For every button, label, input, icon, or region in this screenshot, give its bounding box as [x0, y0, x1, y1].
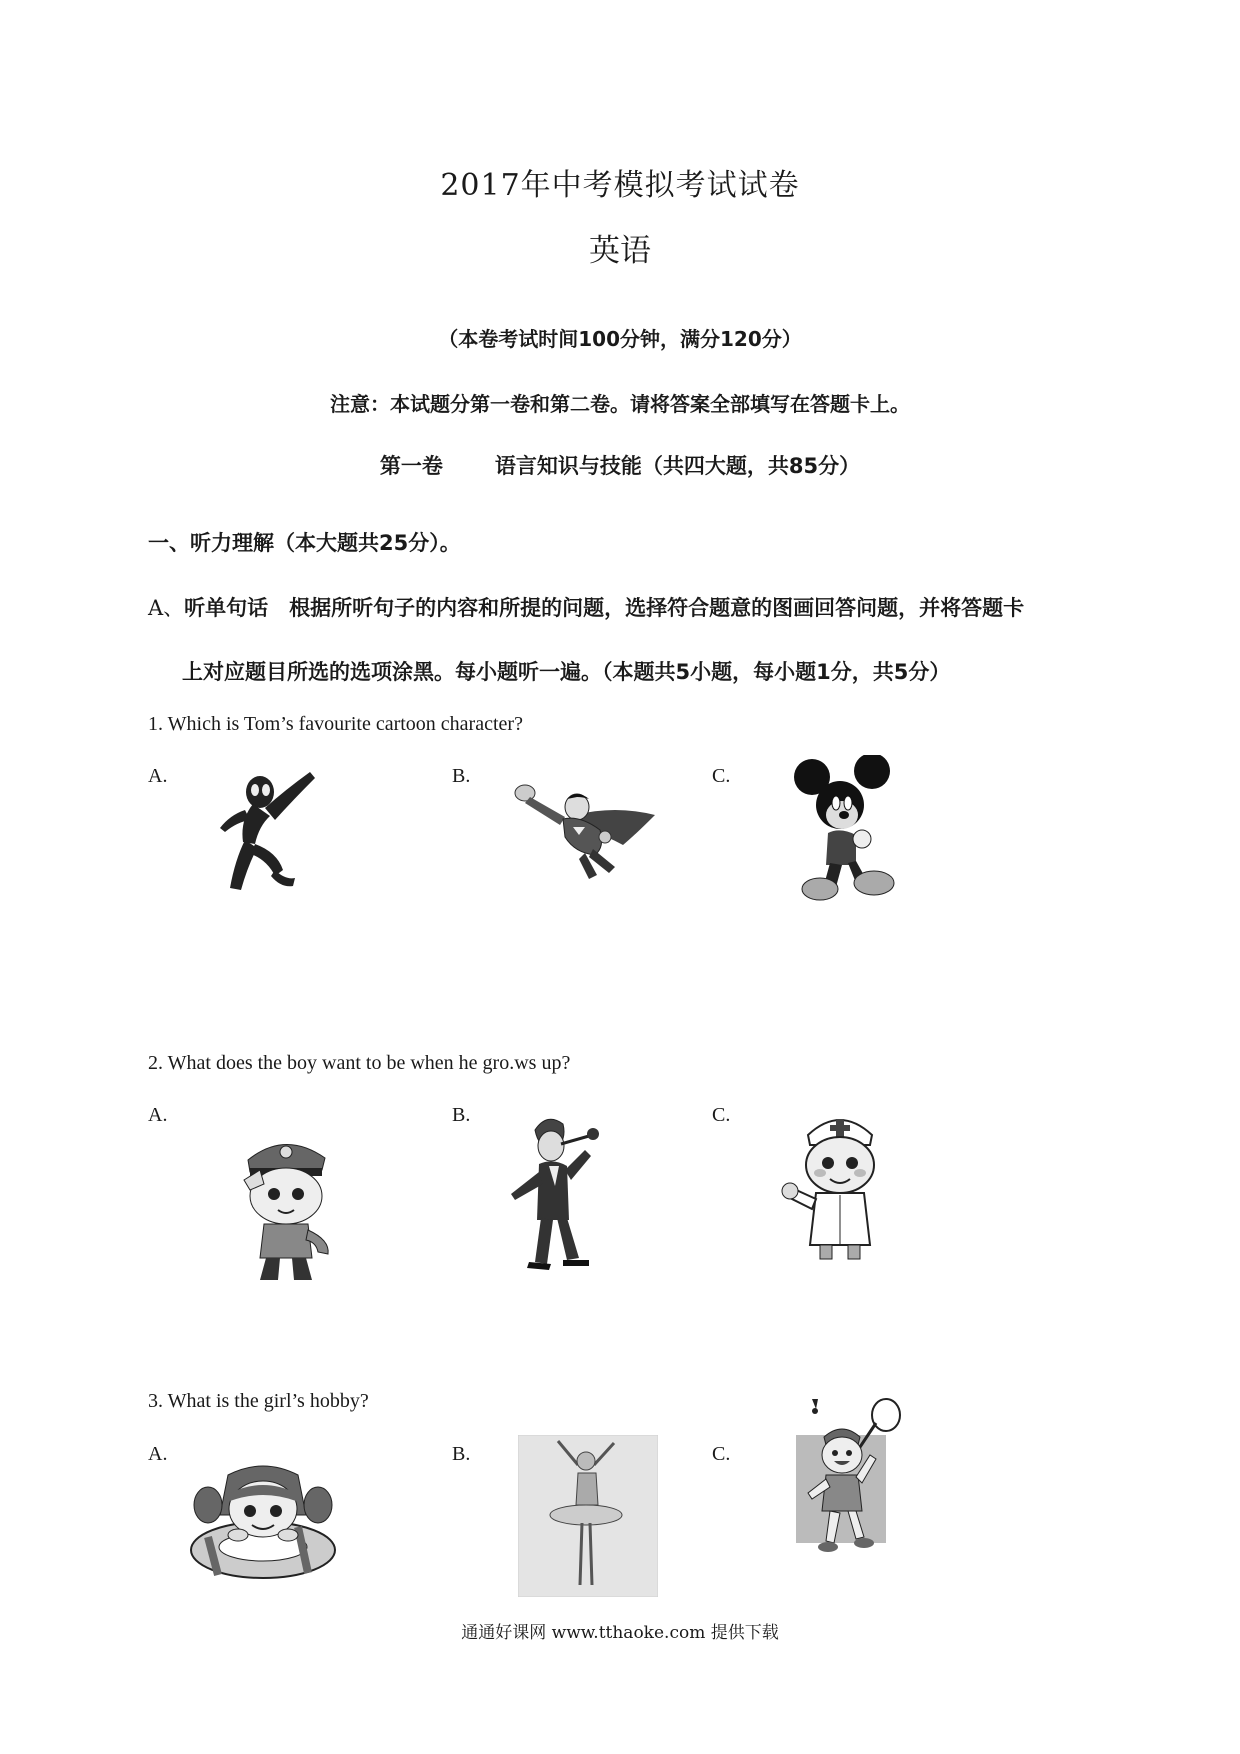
- question-3-text: 3. What is the girl’s hobby?: [148, 1390, 369, 1412]
- policeman-boy-picture: [230, 1130, 350, 1290]
- singer-picture: [505, 1110, 625, 1280]
- footer-source: 通通好课网 www.tthaoke.com 提供下载: [461, 1623, 779, 1643]
- exam-notice: 注意：本试题分第一卷和第二卷。请将答案全部填写在答题卡上。: [330, 392, 910, 416]
- exam-time-note: （本卷考试时间100分钟，满分120分）: [438, 327, 802, 351]
- question-2-text: 2. What does the boy want to be when he gro.ws up?: [148, 1052, 571, 1074]
- part-description: 语言知识与技能（共四大题，共85分）: [494, 454, 861, 478]
- question-3-option-a-label: A.: [148, 1443, 168, 1465]
- spiderman-picture: [215, 760, 335, 900]
- doctor-picture: [780, 1105, 900, 1265]
- section-instruction-line-2: 上对应题目所选的选项涂黑。每小题听一遍。（本题共5小题，每小题1分，共5分）: [182, 660, 951, 684]
- question-2-option-b-label: B.: [452, 1104, 471, 1126]
- question-1-option-c-label: C.: [712, 765, 731, 787]
- section-instruction-line-1: [148, 592, 1024, 622]
- sub-section-lead: A、: [148, 596, 185, 620]
- question-1-option-b-label: B.: [452, 765, 471, 787]
- section-title: 一、听力理解（本大题共25分）。: [148, 531, 461, 555]
- mickey-mouse-picture: [790, 755, 910, 905]
- ballet-dancer-picture: [518, 1435, 658, 1597]
- badminton-player-picture: [790, 1395, 910, 1560]
- question-3-option-b-label: B.: [452, 1443, 471, 1465]
- superman-picture: [505, 775, 665, 885]
- question-3-option-c-label: C.: [712, 1443, 731, 1465]
- sub-section-instruction: 听单句话 根据所听句子的内容和所提的问题，选择符合题意的图画回答问题，并将答题卡: [184, 596, 1025, 620]
- exam-title: 2017年中考模拟考试试卷: [440, 168, 800, 203]
- part-label: 第一卷: [379, 454, 443, 478]
- exam-subject: 英语: [589, 233, 651, 269]
- part-header: [0, 450, 1240, 480]
- girl-swimming-ring-picture: [188, 1465, 338, 1585]
- question-1-text: 1. Which is Tom’s favourite cartoon character?: [148, 713, 523, 735]
- question-2-option-a-label: A.: [148, 1104, 168, 1126]
- question-2-option-c-label: C.: [712, 1104, 731, 1126]
- question-1-option-a-label: A.: [148, 765, 168, 787]
